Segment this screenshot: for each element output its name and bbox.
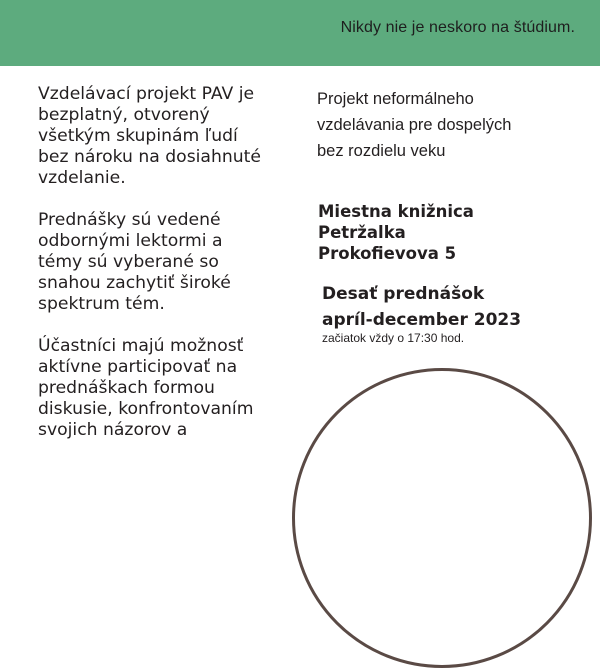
venue-block <box>318 201 588 264</box>
lectures-start-time: začiatok vždy o 17:30 hod. <box>322 331 465 345</box>
paragraph-lecturers: Prednášky sú vedené odbornými lektormi a témy sú vyberané so snahou zachytiť široké spektrum tém. <box>38 210 231 314</box>
paragraph-about-project: Vzdelávací projekt PAV je bezplatný, otvorený všetkým skupinám ľudí bez nároku na dosiahnuté vzdelanie. <box>38 84 261 188</box>
paragraph-participants: Účastníci majú možnosť aktívne participovať na prednáškach formou diskusie, konfrontovaním svojich názorov a <box>38 336 254 440</box>
tagline: Nikdy nie je neskoro na štúdium. <box>340 19 575 36</box>
left-column <box>38 84 308 462</box>
header-banner <box>0 0 600 66</box>
project-intro: Projekt neformálneho vzdelávania pre dospelých bez rozdielu veku <box>317 90 512 160</box>
venue-district: Petržalka <box>318 223 406 242</box>
lectures-count: Desať prednášok <box>322 284 485 304</box>
decorative-circle <box>292 368 592 668</box>
lectures-period: apríl-december 2023 <box>322 310 522 330</box>
venue-name: Miestna knižnica <box>318 202 474 221</box>
venue-address: Prokofievova 5 <box>318 244 457 263</box>
lectures-block <box>322 281 592 333</box>
